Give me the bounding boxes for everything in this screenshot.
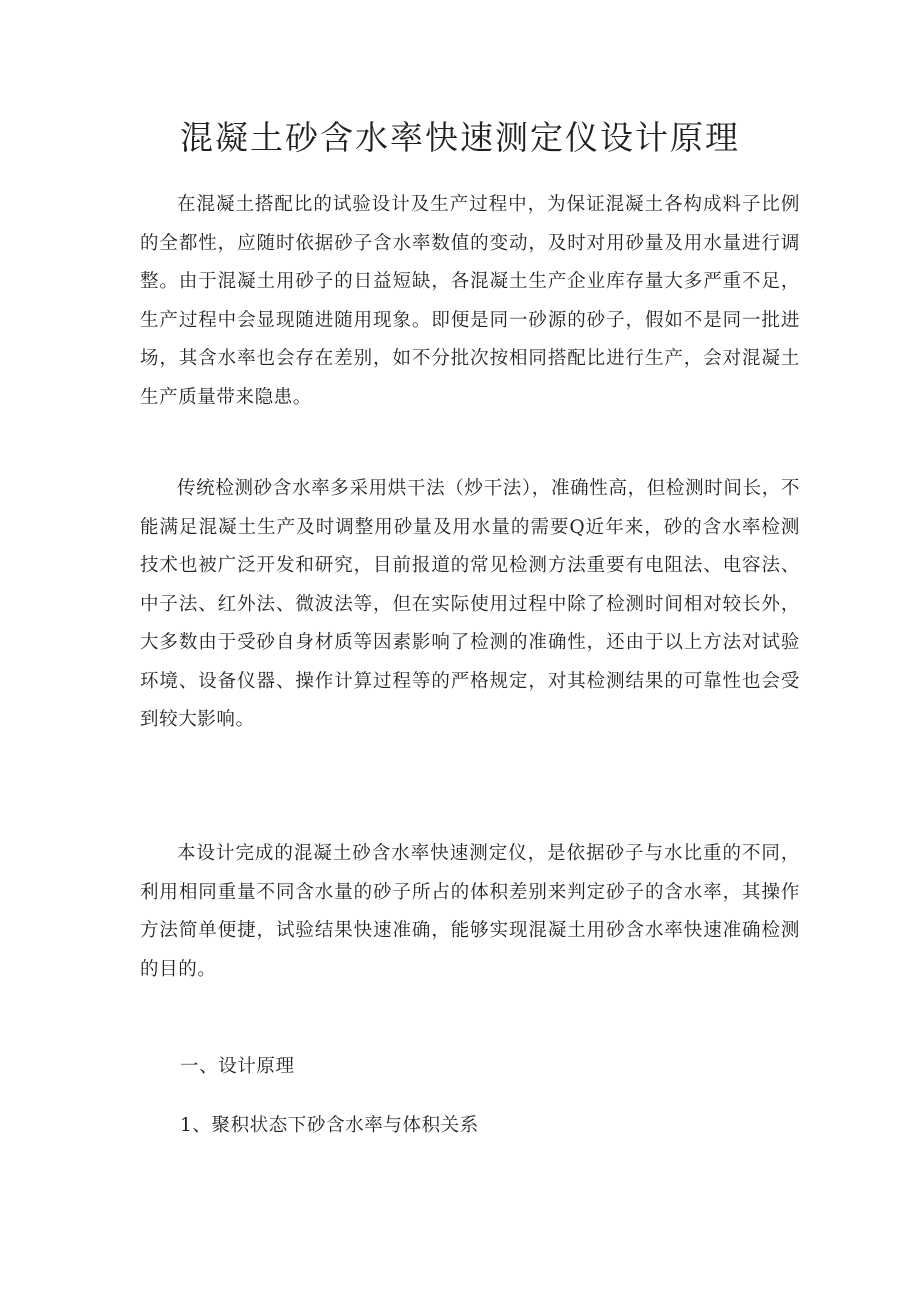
paragraph-design-summary: 本设计完成的混凝土砂含水率快速测定仪，是依据砂子与水比重的不同，利用相同重量不同含水量的砂子所占的体积差别来判定砂子的含水率，其操作方法简单便捷，试验结果快速准确，能够实现混凝土用砂含水率快速准确检测的目的。 <box>140 843 800 980</box>
document-title: 混凝土砂含水率快速测定仪设计原理 <box>180 118 740 157</box>
section-heading: 一、设计原理 <box>180 1056 295 1077</box>
subsection-heading: 1、聚积状态下砂含水率与体积关系 <box>180 1115 479 1136</box>
paragraph-traditional-methods: 传统检测砂含水率多采用烘干法（炒干法），准确性高，但检测时间长，不能满足混凝土生产及时调整用砂量及用水量的需要Q近年来，砂的含水率检测技术也被广泛开发和研究，目前报道的常见检测方法重要有电阻法、电容法、中子法、红外法、微波法等，但在实际使用过程中除了检测时间相对较长外，大多数由于受砂自身材质等因素影响了检测的准确性，还由于以上方法对试验环境、设备仪器、操作计算过程等的严格规定，对其检测结果的可靠性也会受到较大影响。 <box>140 478 800 730</box>
paragraph-intro: 在混凝土搭配比的试验设计及生产过程中，为保证混凝土各构成料子比例的全都性，应随时依据砂子含水率数值的变动，及时对用砂量及用水量进行调整。由于混凝土用砂子的日益短缺，各混凝土生产企业库存量大多严重不足，生产过程中会显现随进随用现象。即便是同一砂源的砂子，假如不是同一批进场，其含水率也会存在差别，如不分批次按相同搭配比进行生产，会对混凝土生产质量带来隐患。 <box>140 194 800 408</box>
